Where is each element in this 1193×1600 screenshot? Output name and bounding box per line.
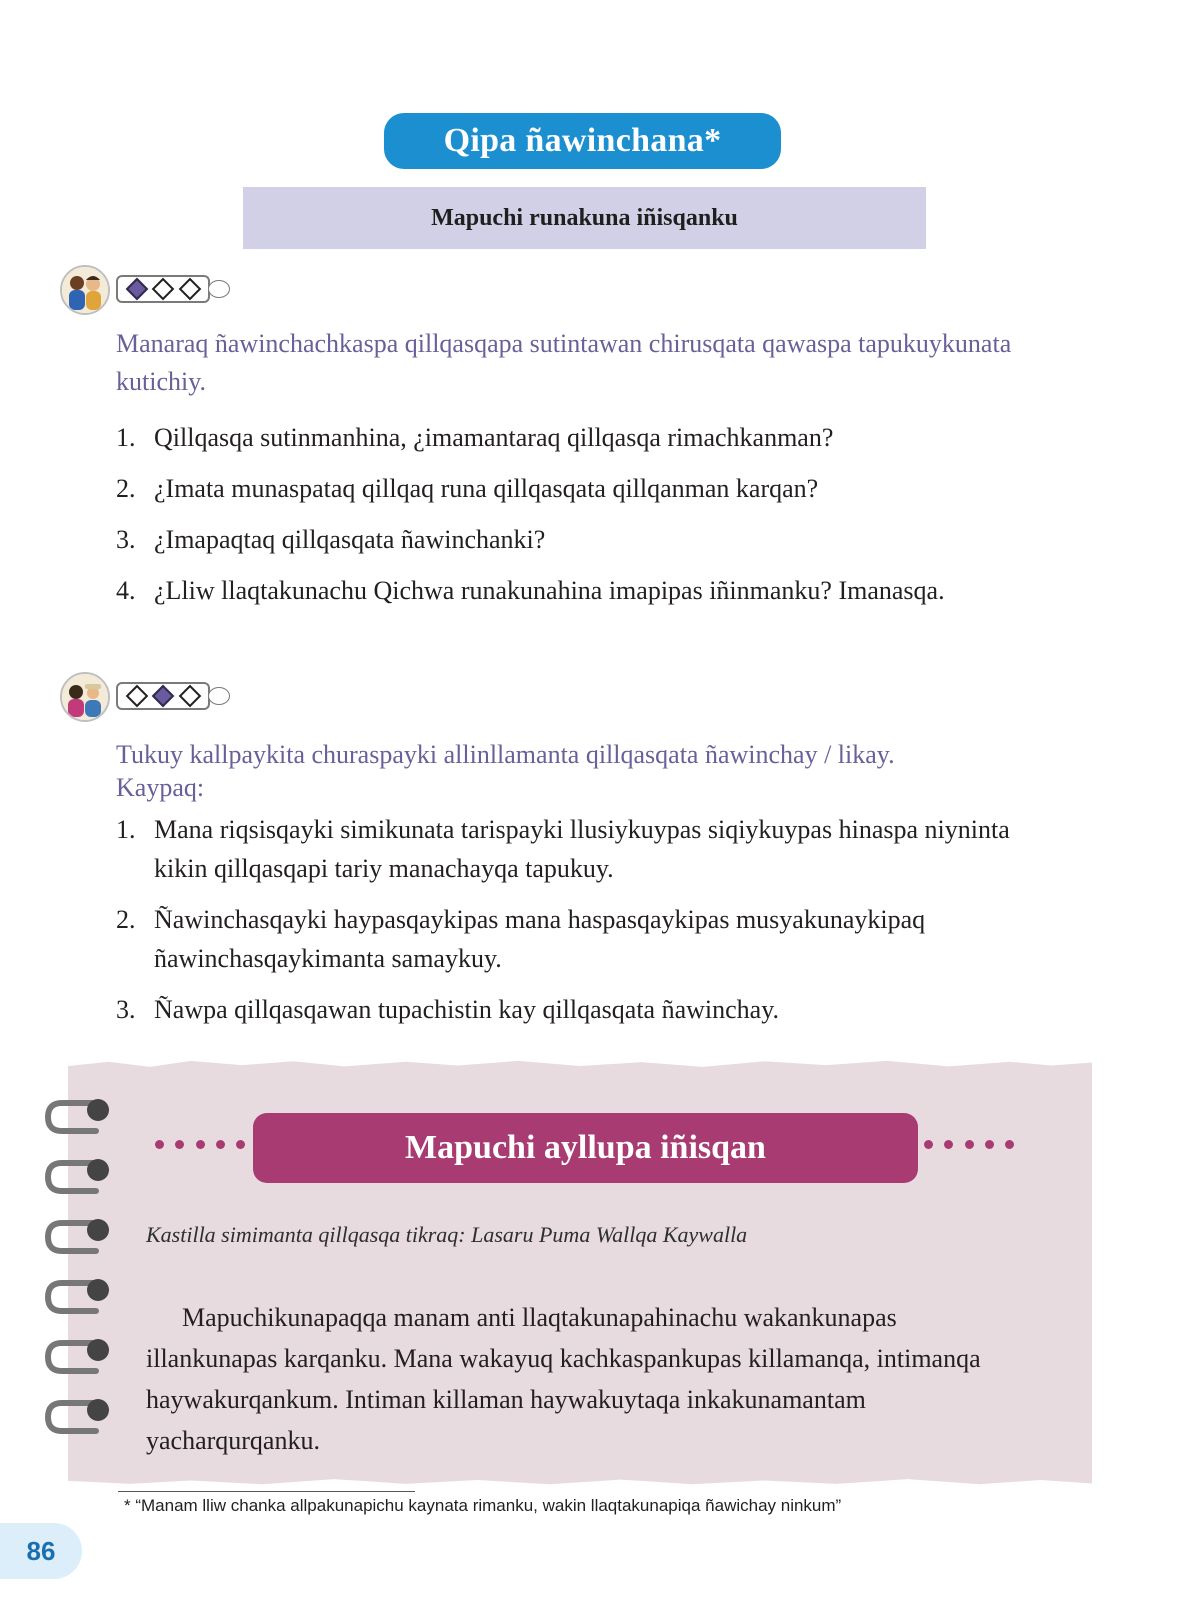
decorative-dots — [924, 1140, 1014, 1152]
reading-paragraph: Mapuchikunapaqqa manam anti llaqtakunapahinachu wakankunapas illankunapas karqanku. Mana wakayuq kachkaspankupas killamanqa, intimanqa haywakurqankum. Intiman killaman haywakuytaqa inkakunamantam yacharqurqanku. — [146, 1303, 981, 1455]
footnote-divider — [118, 1491, 415, 1492]
activity-marker-2 — [60, 672, 240, 724]
activity-2-instruction-line: Tukuy kallpaykita churaspayki allinllamanta qillqasqata ñawinchay / likay. — [116, 740, 895, 769]
ring-icon — [208, 280, 230, 298]
students-illustration-icon — [60, 265, 110, 315]
empty-diamond-icon — [178, 685, 201, 708]
list-item: 4. ¿Lliw llaqtakunachu Qichwa runakunahina imapipas iñinmanku? Imanasqa. — [116, 576, 945, 605]
section-title: Qipa ñawinchana* — [384, 113, 781, 169]
empty-diamond-icon — [125, 685, 148, 708]
list-item: 1. Qillqasqa sutinmanhina, ¿imamantaraq qillqasqa rimachkanman? — [116, 423, 834, 452]
list-item: 2. ¿Imata munaspataq qillqaq runa qillqasqata qillqanman karqan? — [116, 474, 819, 503]
spiral-binding-icon — [40, 1397, 114, 1437]
page-number: 86 — [0, 1523, 82, 1579]
decorative-dots — [155, 1140, 245, 1152]
steps-list — [116, 810, 1036, 1041]
empty-diamond-icon — [152, 278, 175, 301]
spiral-binding-icon — [40, 1097, 114, 1137]
difficulty-level-indicator — [116, 275, 210, 303]
difficulty-level-indicator — [116, 682, 210, 710]
translation-credit: Kastilla simimanta qillqasqa tikraq: Lasaru Puma Wallqa Kaywalla — [146, 1222, 748, 1247]
list-item: 3. Ñawpa qillqasqawan tupachistin kay qillqasqata ñawinchay. — [116, 995, 780, 1024]
activity-2-instruction-label: Kaypaq: — [116, 773, 205, 802]
activity-1-instruction: Manaraq ñawinchachkaspa qillqasqapa sutintawan chirusqata qawaspa tapukuykunata kutichiy. — [116, 329, 1012, 396]
list-item: 3. ¿Imapaqtaq qillqasqata ñawinchanki? — [116, 525, 546, 554]
spiral-binding-icon — [40, 1337, 114, 1377]
students-illustration-icon — [60, 672, 110, 722]
spiral-binding-icon — [40, 1157, 114, 1197]
footnote: * “Manam lliw chanka allpakunapichu kaynata rimanku, wakin llaqtakunapiqa ñawichay ninkum” — [124, 1496, 842, 1515]
question-list — [116, 418, 1056, 622]
activity-2-instruction — [116, 738, 1046, 804]
filled-diamond-icon — [125, 278, 148, 301]
spiral-binding-icon — [40, 1277, 114, 1317]
list-item: 1. Mana riqsisqayki simikunata tarispayki llusiykuypas siqiykuypas hinaspa niyninta kikin qillqasqapi tariy manachayqa tapukuy. — [116, 815, 1010, 883]
filled-diamond-icon — [152, 685, 175, 708]
ring-icon — [208, 687, 230, 705]
empty-diamond-icon — [178, 278, 201, 301]
list-item: 2. Ñawinchasqayki haypasqaykipas mana haspasqaykipas musyakunaykipaq ñawinchasqaykimanta samaykuy. — [116, 905, 926, 973]
reading-subtitle: Mapuchi runakuna iñisqanku — [243, 187, 926, 249]
reading-title: Mapuchi ayllupa iñisqan — [253, 1113, 918, 1183]
spiral-binding-icon — [40, 1217, 114, 1257]
activity-marker-1 — [60, 265, 240, 317]
